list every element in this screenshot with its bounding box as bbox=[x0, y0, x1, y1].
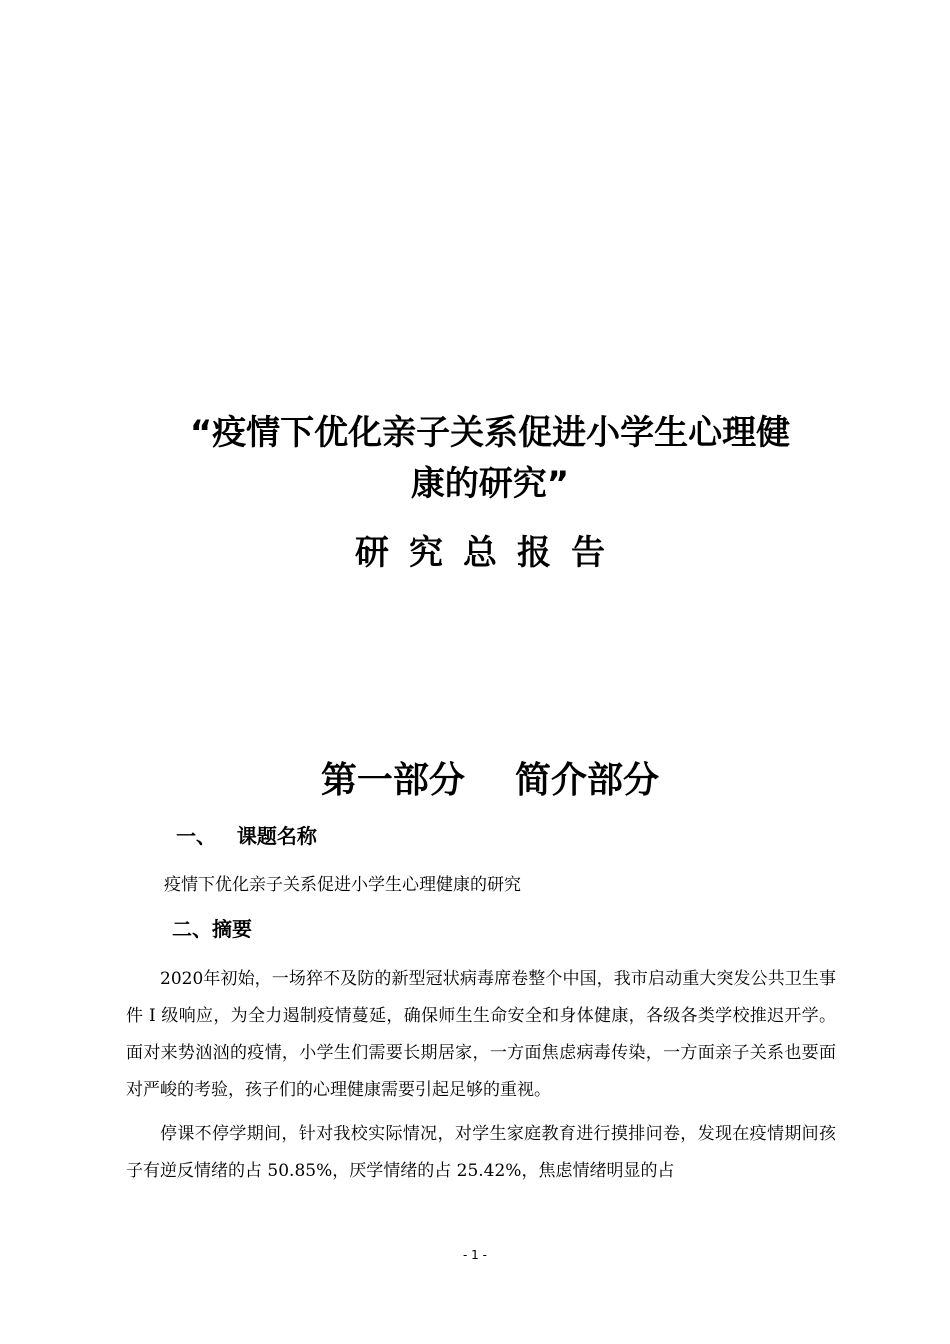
abstract-paragraph-2: 停课不停学期间，针对我校实际情况，对学生家庭教育进行摸排问卷，发现在疫情期间孩子有逆反情绪的占 50.85%，厌学情绪的占 25.42%，焦虑情绪明显的占 bbox=[126, 1124, 836, 1181]
abstract-paragraph-1: 2020年初始，一场猝不及防的新型冠状病毒席卷整个中国，我市启动重大突发公共卫生事件 I 级响应，为全力遏制疫情蔓延，确保师生生命安全和身体健康，各级各类学校推迟开学。面对来势汹汹的疫情，小学生们需要长期居家，一方面焦虑病毒传染，一方面亲子关系也要面对严峻的考验，孩子们的心理健康需要引起足够的重视。 bbox=[126, 969, 836, 1100]
page-number: - 1 - bbox=[463, 1248, 487, 1262]
section-1-heading: 一、 课题名称 bbox=[176, 824, 317, 848]
part-one-heading: 第一部分 简介部分 bbox=[320, 760, 660, 801]
section-2-heading: 二、摘要 bbox=[172, 917, 252, 941]
report-subtitle: 研究总报告 bbox=[355, 533, 625, 573]
section-1-content: 疫情下优化亲子关系促进小学生心理健康的研究 bbox=[164, 875, 521, 895]
report-title-line-2: 康的研究” bbox=[410, 464, 570, 504]
report-title-line-1: “疫情下优化亲子关系促进小学生心理健 bbox=[189, 413, 791, 453]
